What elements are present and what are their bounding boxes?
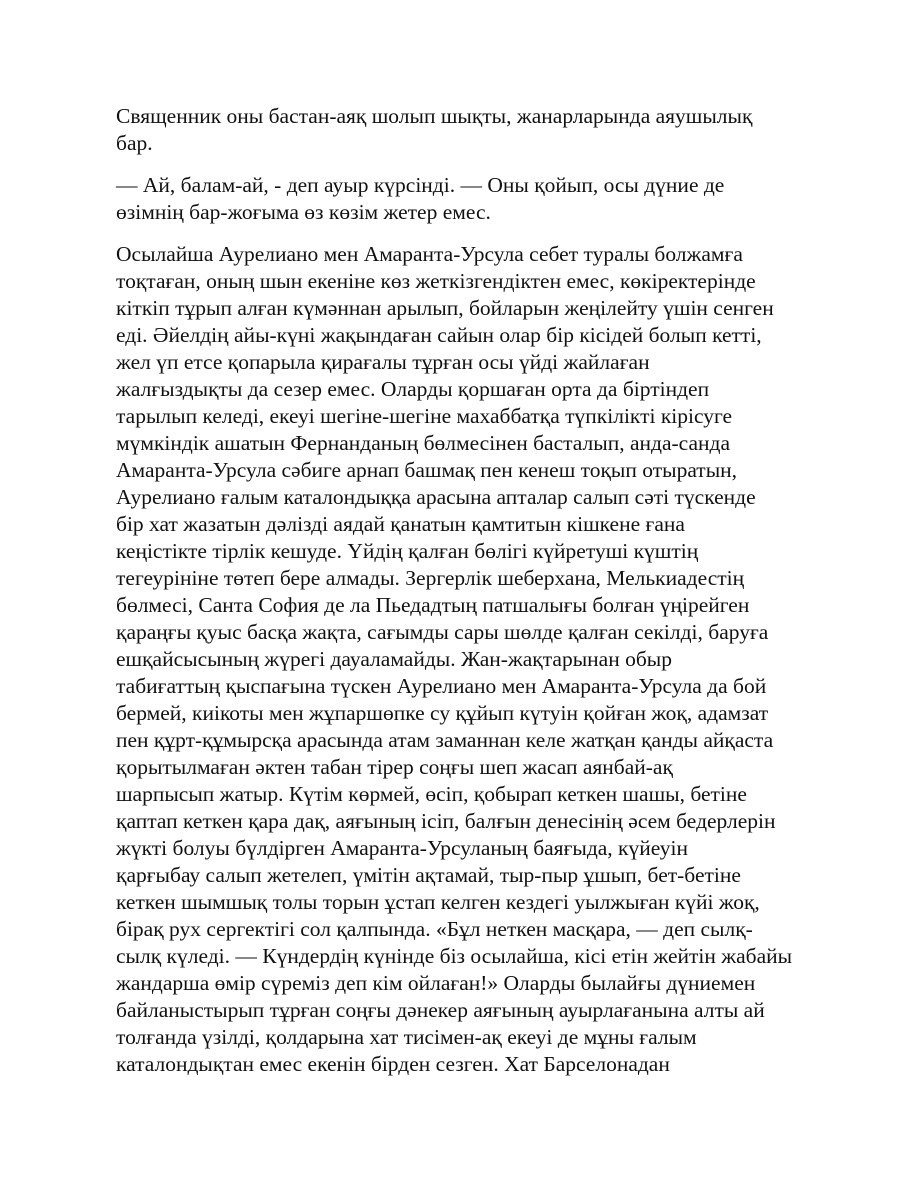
- text-line: Осылайша Аурелиано мен Амаранта-Урсула себет туралы болжамға: [116, 242, 743, 266]
- text-line: каталондықтан емес екенін бірден сезген. Хат Барселонадан: [116, 1052, 670, 1076]
- text-line: тегеурініне төтеп бере алмады. Зергерлік шеберхана, Мелькиадестің: [116, 566, 745, 590]
- text-line: табиғаттың қыспағына түскен Аурелиано мен Амаранта-Урсула да бой: [116, 674, 767, 698]
- text-line: кіткіп тұрып алған күмәннан арылып, бойларын жеңілейту үшін сенген: [116, 296, 774, 320]
- text-line: ешқайсысының жүрегі дауаламайды. Жан-жақтарынан обыр: [116, 647, 672, 671]
- paragraph: [116, 241, 816, 1078]
- text-line: бар.: [116, 131, 153, 155]
- text-line: өзімнің бар-жоғыма өз көзім жетер емес.: [116, 200, 491, 224]
- text-line: мүмкіндік ашатын Фернанданың бөлмесінен басталып, анда-санда: [116, 431, 730, 455]
- text-line: жалғыздықты да сезер емес. Оларды қоршаған орта да біртіндеп: [116, 377, 710, 401]
- text-line: жел үп етсе қопарыла қирағалы тұрған осы үйді жайлаған: [116, 350, 650, 374]
- text-line: жүкті болуы бүлдірген Амаранта-Урсуланың баяғыда, күйеуін: [116, 836, 688, 860]
- paragraph: [116, 103, 816, 157]
- text-line: бермей, киікоты мен жұпаршөпке су құйып күтуін қойған жоқ, адамзат: [116, 701, 769, 725]
- text-line: — Ай, балам-ай, - деп ауыр күрсінді. — Оны қойып, осы дүние де: [116, 173, 725, 197]
- text-line: жандарша өмір сүреміз деп кім ойлаған!» Оларды былайғы дүниемен: [116, 971, 756, 995]
- text-line: қорытылмаған әктен табан тірер соңғы шеп жасап аянбай-ақ: [116, 755, 673, 779]
- text-line: Амаранта-Урсула сәбиге арнап башмақ пен кенеш тоқып отыратын,: [116, 458, 738, 482]
- text-line: еді. Әйелдің айы-күні жақындаған сайын олар бір кісідей болып кетті,: [116, 323, 762, 347]
- text-line: сылқ күледі. — Күндердің күнінде біз осылайша, кісі етін жейтін жабайы: [116, 944, 793, 968]
- paragraph: [116, 172, 816, 226]
- text-line: пен құрт-құмырсқа арасында атам заманнан келе жатқан қанды айқаста: [116, 728, 774, 752]
- text-line: қаптап кеткен қара дақ, аяғының ісіп, балғын денесінің әсем бедерлерін: [116, 809, 776, 833]
- text-line: бірақ рух сергектігі сол қалпында. «Бұл неткен масқара, — деп сылқ-: [116, 917, 753, 941]
- text-line: қарғыбау салып жетелеп, үмітін ақтамай, тыр-пыр ұшып, бет-бетіне: [116, 863, 741, 887]
- text-line: Священник оны бастан-аяқ шолып шықты, жанарларында аяушылық: [116, 104, 753, 128]
- text-line: бір хат жазатын дәлізді аядай қанатын қамтитын кішкене ғана: [116, 512, 685, 536]
- text-line: кеңістікте тірлік кешуде. Үйдің қалған бөлігі күйретуші күштің: [116, 539, 699, 563]
- text-line: шарпысып жатыр. Күтім көрмей, өсіп, қобырап кеткен шашы, бетіне: [116, 782, 747, 806]
- text-line: тарылып келеді, екеуі шегіне-шегіне махаббатқа түпкілікті кірісуге: [116, 404, 733, 428]
- body-text: [116, 103, 816, 1093]
- text-line: қараңғы қуыс басқа жақта, сағымды сары шөлде қалған секілді, баруға: [116, 620, 769, 644]
- text-line: Аурелиано ғалым каталондыққа арасына апталар салып сәті түскенде: [116, 485, 756, 509]
- text-line: бөлмесі, Санта София де ла Пьедадтың патшалығы болған үңірейген: [116, 593, 750, 617]
- text-line: кеткен шымшық толы торын ұстап келген кездегі уылжыған күйі жоқ,: [116, 890, 760, 914]
- text-line: толғанда үзілді, қолдарына хат тисімен-ақ екеуі де мұны ғалым: [116, 1025, 697, 1049]
- text-line: тоқтаған, оның шын екеніне көз жеткізгендіктен емес, көкіректерінде: [116, 269, 756, 293]
- text-line: байланыстырып тұрған соңғы дәнекер аяғының ауырлағанына алты ай: [116, 998, 765, 1022]
